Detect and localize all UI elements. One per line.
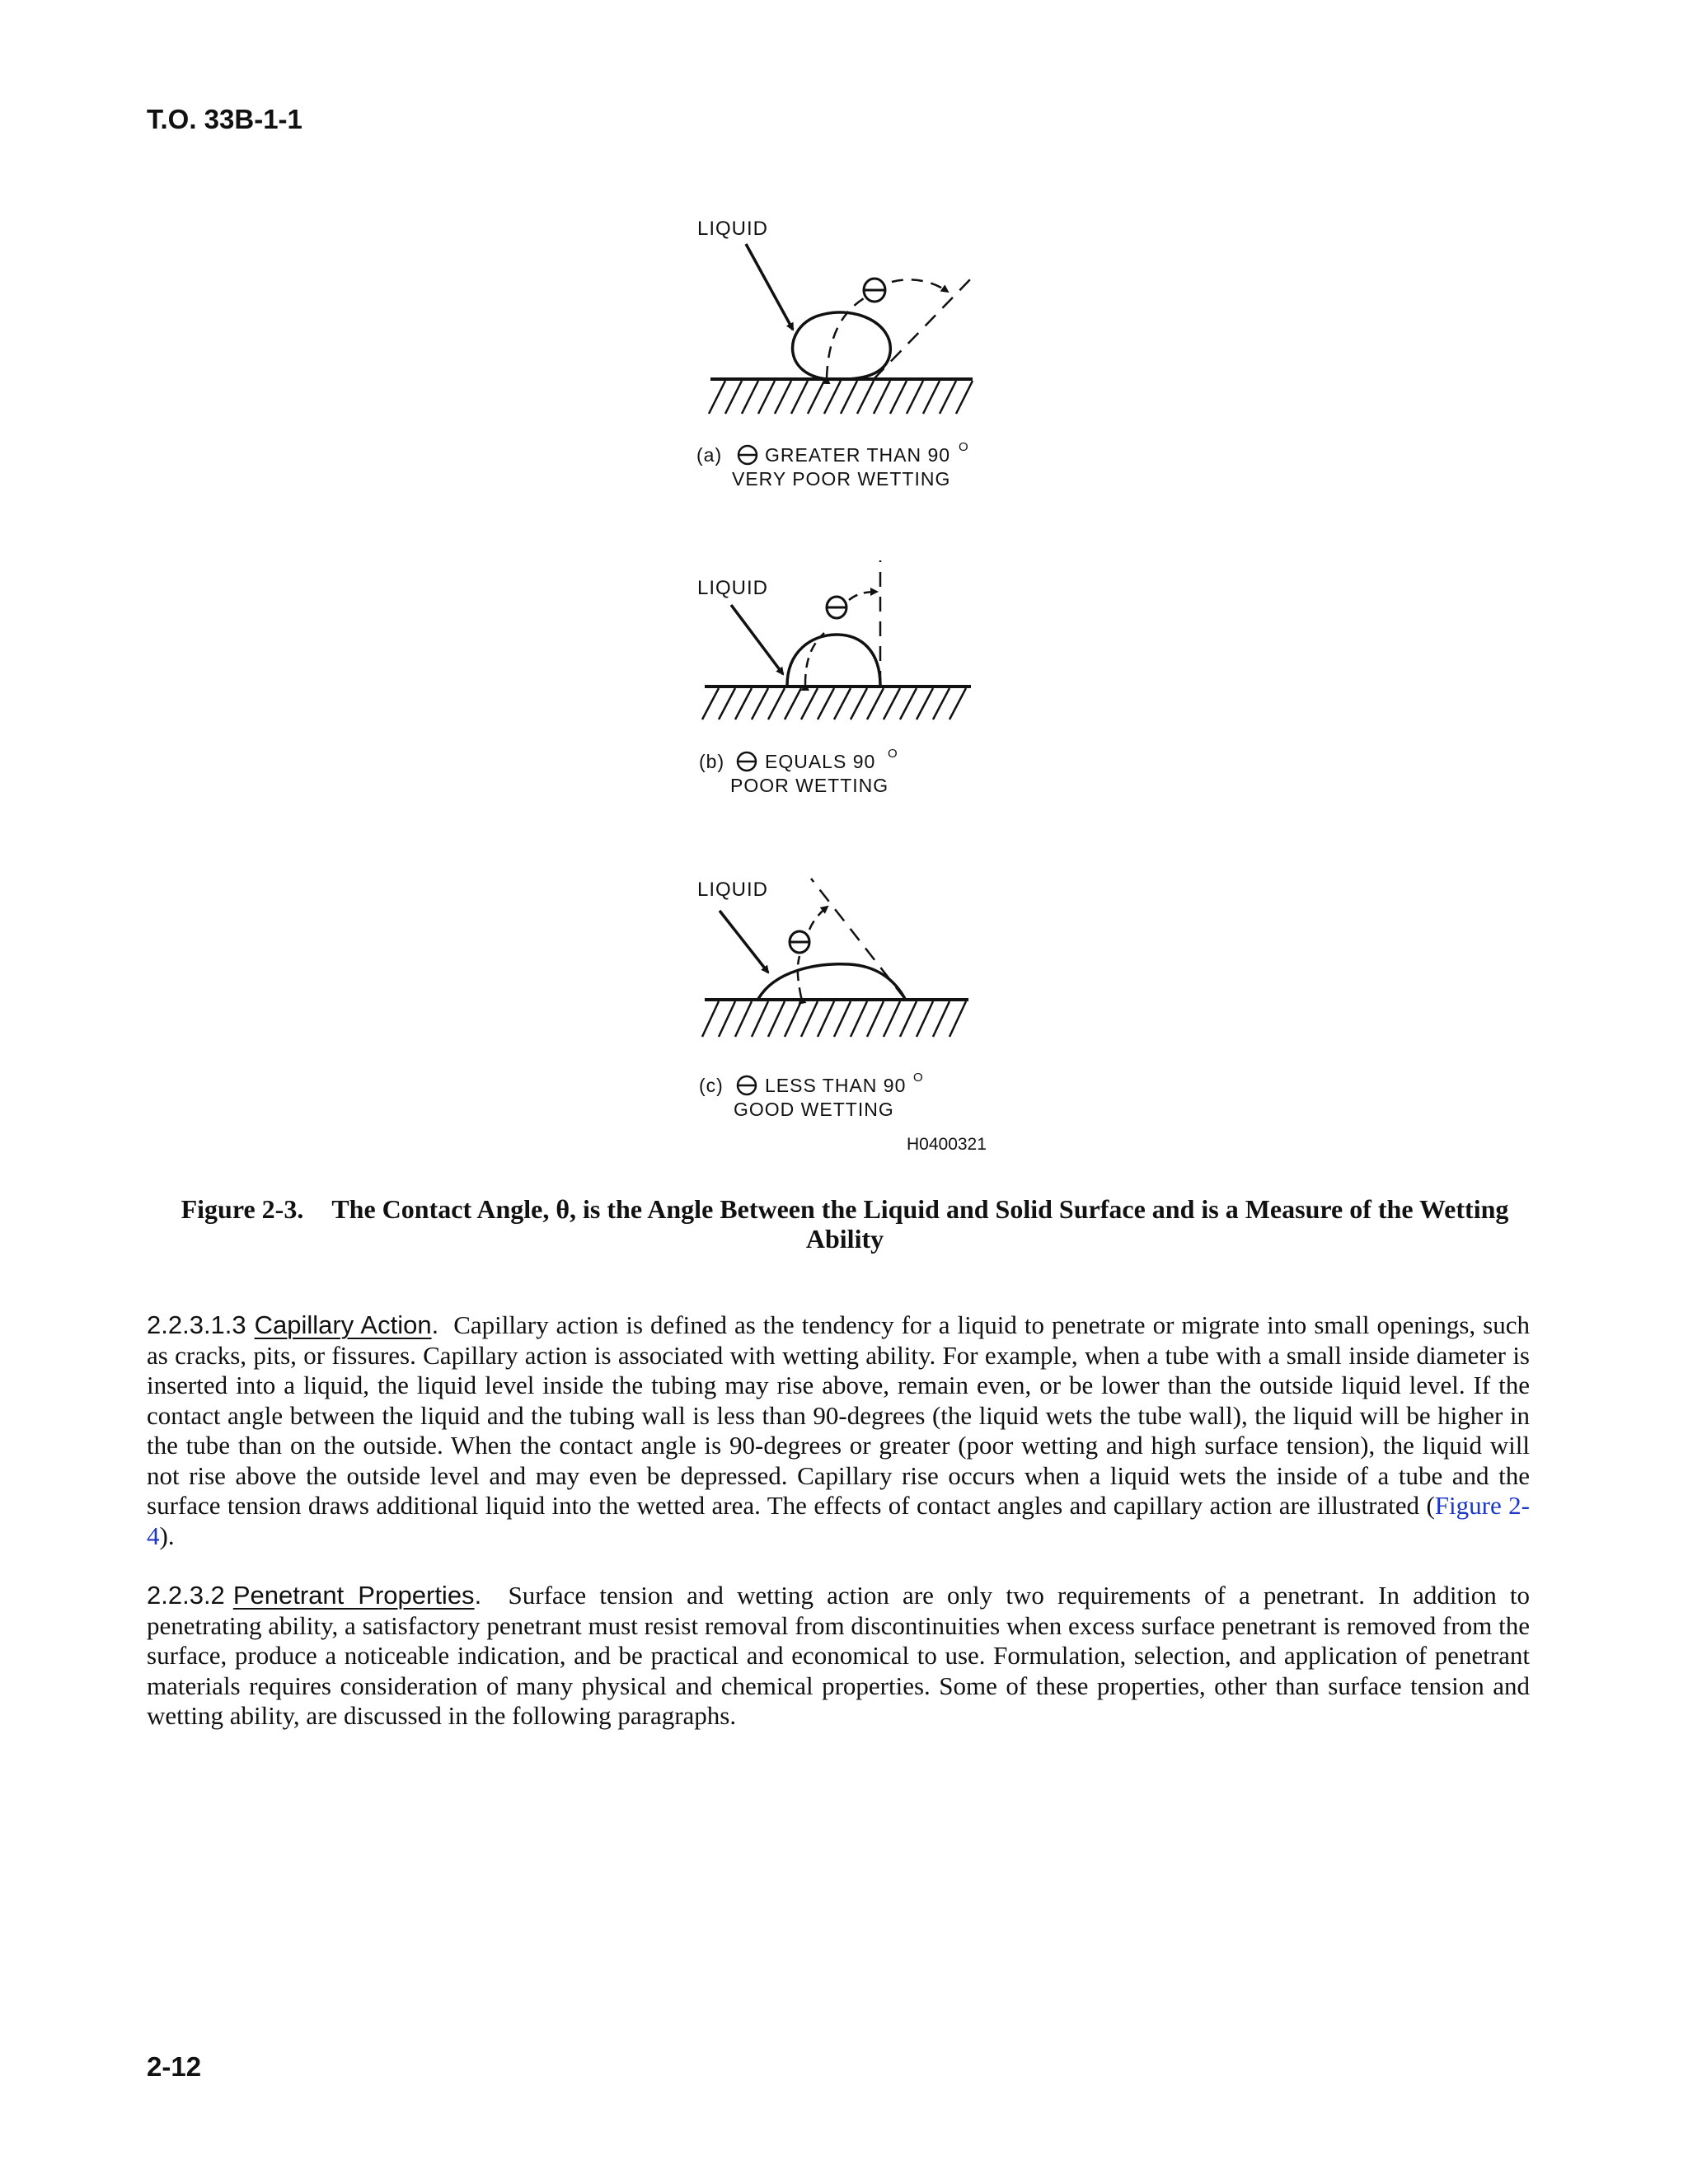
- title-period: .: [431, 1310, 439, 1339]
- theta-symbol-c: [790, 931, 809, 953]
- degree-mark-b: O: [888, 747, 898, 761]
- caption-line1-a: GREATER THAN 90: [765, 444, 951, 466]
- caption-line1-b: EQUALS 90: [765, 751, 876, 772]
- solid-surface-c: [702, 1000, 968, 1037]
- figure-2-4-link[interactable]: Figure 2-4: [147, 1491, 1530, 1550]
- section-capillary-action: [147, 1310, 1530, 1551]
- solid-surface-a: [709, 379, 973, 414]
- liquid-label-c: LIQUID: [697, 879, 769, 901]
- theta-caption-c: [738, 1076, 756, 1094]
- caption-letter-a: (a): [696, 444, 723, 466]
- caption-line2-b: POOR WETTING: [730, 775, 889, 796]
- theta-symbol-b: [827, 597, 846, 618]
- liquid-arrow-c: [720, 911, 768, 972]
- panel-b-diagram: [697, 560, 971, 796]
- figure-number: Figure 2-3.: [181, 1194, 304, 1224]
- section-title: Penetrant Properties: [232, 1581, 475, 1610]
- figure-caption-text: The Contact Angle, θ, is the Angle Between the Liquid and Solid Surface and is a Measure of the Wetting Ability: [331, 1194, 1509, 1254]
- section-body-tail: ).: [159, 1521, 175, 1550]
- theta-caption-b: [738, 752, 756, 771]
- theta-caption-a: [738, 446, 757, 464]
- section-title: Capillary Action: [254, 1310, 432, 1339]
- angle-arc-lower-c: [798, 956, 801, 997]
- droplet-b: [787, 635, 880, 686]
- caption-line2-a: VERY POOR WETTING: [732, 468, 951, 490]
- figure-caption: [165, 1194, 1525, 1254]
- degree-mark-a: O: [959, 440, 969, 454]
- angle-arc-lower-a: [827, 298, 864, 377]
- tangent-line-a: [874, 277, 973, 379]
- section-body: Surface tension and wetting action are only two requirements of a penetrant. In addition to penetrating ability, a satisfactory penetrant must resist removal from discontinuities when excess surface penetrant is removed from the surface, produce a noticeable indication, and be practical and economical to use. Formulation, selection, and application of penetrant materials requires consideration of many physical and chemical properties. Some of these properties, other than surface tension and wetting ability, are discussed in the following paragraphs.: [147, 1581, 1531, 1730]
- theta-symbol-a: [864, 279, 885, 302]
- caption-letter-c: (c): [699, 1075, 724, 1096]
- section-number: 2.2.3.1.3: [147, 1310, 246, 1339]
- title-period: .: [474, 1581, 482, 1610]
- section-body: Capillary action is defined as the tendency for a liquid to penetrate or migrate into small openings, such as cracks, pits, or fissures. Capillary action is associated with wetting ability. For example, when a tube with a small inside diameter is inserted into a liquid, the liquid level inside the tubing may rise above, remain even, or be lower than the outside liquid level. If the contact angle between the liquid and the tubing wall is less than 90-degrees (the liquid wets the tube wall), the liquid will be higher in the tube than on the outside. When the contact angle is 90-degrees or greater (poor wetting and high surface tension), the liquid will not rise above the outside level and may even be depressed. Capillary rise occurs when a liquid wets the inside of a tube and the surface tension draws additional liquid into the wetted area. The effects of contact angles and capillary action are illustrated (: [147, 1310, 1530, 1520]
- liquid-label-a: LIQUID: [697, 218, 769, 240]
- section-number: 2.2.3.2: [147, 1581, 225, 1610]
- solid-surface-b: [702, 687, 971, 719]
- document-id-header: T.O. 33B-1-1: [147, 104, 302, 134]
- figure-image-id: H0400321: [907, 1135, 987, 1154]
- panel-c-diagram: [697, 879, 968, 1120]
- angle-arc-upper-c: [809, 907, 828, 930]
- caption-letter-b: (b): [699, 751, 725, 772]
- page-number: 2-12: [147, 2051, 202, 2082]
- liquid-arrow-a: [746, 244, 793, 330]
- panel-a-diagram: [696, 218, 973, 490]
- angle-arc-upper-b: [849, 592, 877, 600]
- droplet-a: [793, 312, 891, 379]
- liquid-label-b: LIQUID: [697, 577, 769, 599]
- section-penetrant-properties: [147, 1581, 1530, 1732]
- caption-line2-c: GOOD WETTING: [734, 1099, 894, 1120]
- caption-line1-c: LESS THAN 90: [765, 1075, 907, 1096]
- degree-mark-c: O: [913, 1071, 924, 1085]
- angle-arc-upper-a: [892, 279, 948, 292]
- liquid-arrow-b: [731, 605, 783, 674]
